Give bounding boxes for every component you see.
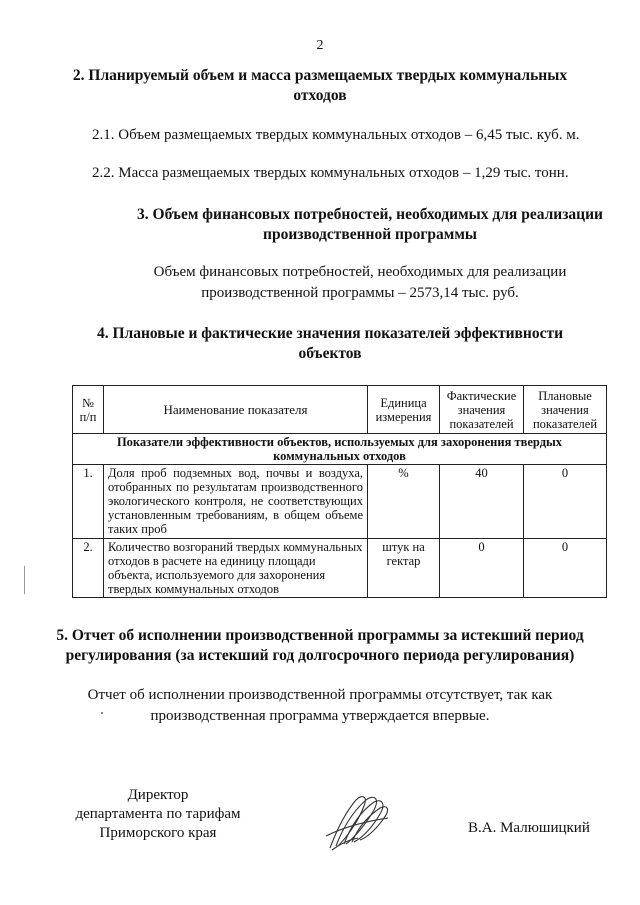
- row-2-actual: 0: [440, 539, 524, 598]
- section-5-heading: [0, 626, 640, 666]
- row-1-planned: 0: [524, 465, 607, 539]
- section-2-heading-line2: отходов: [293, 87, 347, 104]
- section-3-text: [80, 262, 640, 304]
- header-name: Наименование показателя: [104, 386, 368, 434]
- section-5-text: [0, 685, 640, 727]
- signatory-title: [58, 786, 258, 843]
- row-1-actual: 40: [440, 465, 524, 539]
- table-section-label: Показатели эффективности объектов, используемых для захоронения твердых коммунальных отходов: [73, 434, 607, 465]
- section-3-heading-line2: производственной программы: [263, 226, 477, 243]
- scan-mark: [24, 566, 25, 594]
- section-3-heading-line1: 3. Объем финансовых потребностей, необходимых для реализации: [137, 206, 603, 223]
- header-num: № п/п: [73, 386, 104, 434]
- section-2-heading-line1: 2. Планируемый объем и масса размещаемых твердых коммунальных: [72, 67, 568, 84]
- table-row: [73, 539, 607, 598]
- row-1-num: 1.: [73, 465, 104, 539]
- section-4-heading: [20, 324, 640, 364]
- page-number: 2: [316, 38, 324, 53]
- indicators-table: [72, 385, 607, 598]
- section-2-heading: [0, 66, 640, 106]
- section-5-text-line2: производственная программа утверждается впервые.: [150, 708, 490, 724]
- section-2-item-2: 2.2. Масса размещаемых твердых коммунальных отходов – 1,29 тыс. тонн.: [92, 165, 569, 181]
- table-row: [73, 465, 607, 539]
- header-actual: Фактические значения показателей: [440, 386, 524, 434]
- signatory-title-line3: Приморского края: [99, 825, 217, 841]
- table-header-row: [73, 386, 607, 434]
- section-5-heading-line2: регулирования (за истекший год долгосрочного периода регулирования): [65, 647, 575, 664]
- header-planned: Плановые значения показателей: [524, 386, 607, 434]
- signatory-title-line2: департамента по тарифам: [75, 806, 241, 822]
- section-3-text-line1: Объем финансовых потребностей, необходимых для реализации: [153, 264, 567, 280]
- section-4-heading-line2: объектов: [298, 345, 362, 362]
- row-1-name: Доля проб подземных вод, почвы и воздуха, отобранных по результатам производственного экологического контроля, не соответствующих установленным требованиям, в общем объеме таких проб: [104, 465, 368, 539]
- section-5-text-line1: Отчет об исполнении производственной программы отсутствует, так как: [87, 687, 553, 703]
- scan-speck: [101, 712, 103, 714]
- section-3-heading: [100, 205, 640, 245]
- row-2-num: 2.: [73, 539, 104, 598]
- row-2-planned: 0: [524, 539, 607, 598]
- row-1-unit: %: [368, 465, 440, 539]
- section-3-text-line2: производственной программы – 2573,14 тыс. руб.: [201, 285, 519, 301]
- table-section-row: [73, 434, 607, 465]
- section-4-heading-line1: 4. Плановые и фактические значения показателей эффективности: [96, 325, 564, 342]
- header-unit: Единица измерения: [368, 386, 440, 434]
- signatory-title-line1: Директор: [127, 787, 189, 803]
- row-2-name: Количество возгораний твердых коммунальных отходов в расчете на единицу площади объекта, используемого для захоронения твердых коммунальных отходов: [104, 539, 368, 598]
- handwritten-signature: [322, 792, 394, 852]
- signatory-name: В.А. Малюшицкий: [468, 820, 590, 836]
- row-2-unit: штук на гектар: [368, 539, 440, 598]
- section-5-heading-line1: 5. Отчет об исполнении производственной программы за истекший период: [56, 627, 584, 644]
- section-2-item-1: 2.1. Объем размещаемых твердых коммунальных отходов – 6,45 тыс. куб. м.: [92, 127, 580, 143]
